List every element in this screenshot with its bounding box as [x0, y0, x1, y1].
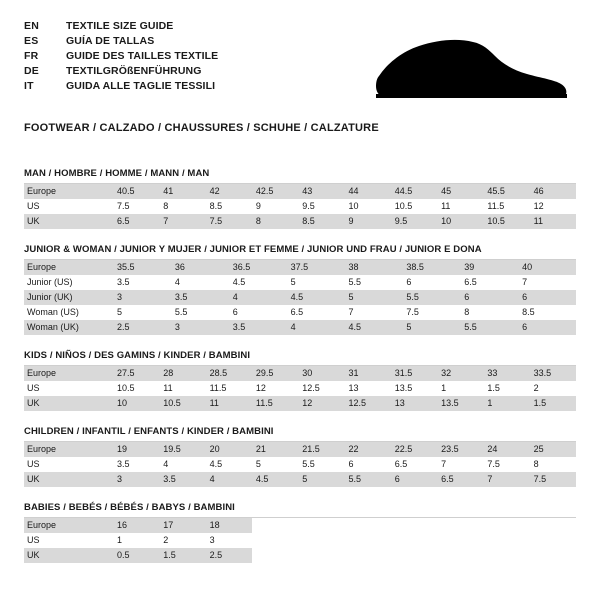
- cell: 42: [206, 184, 252, 199]
- cell: 13.5: [391, 381, 437, 396]
- cell: 19.5: [159, 442, 205, 457]
- cell: 8.5: [206, 199, 252, 214]
- size-table-babies: [24, 518, 576, 563]
- cell: 10.5: [483, 214, 529, 229]
- cell: 11.5: [483, 199, 529, 214]
- section-kids: [24, 350, 576, 411]
- cell: 6: [460, 290, 518, 305]
- row-label: UK: [24, 548, 113, 563]
- table-row: [24, 533, 576, 548]
- table-row: [24, 260, 576, 275]
- cell: 5.5: [171, 305, 229, 320]
- row-label: Woman (US): [24, 305, 113, 320]
- cell: 4.5: [287, 290, 345, 305]
- row-label: US: [24, 199, 113, 214]
- cell: 4: [206, 472, 252, 487]
- table-row: [24, 457, 576, 472]
- cell: 5: [287, 275, 345, 290]
- cell: 44.5: [391, 184, 437, 199]
- language-title: TEXTILGRÖßENFÜHRUNG: [66, 64, 202, 77]
- cell: 10: [437, 214, 483, 229]
- cell: 7: [437, 457, 483, 472]
- table-row: [24, 184, 576, 199]
- cell: 3.5: [171, 290, 229, 305]
- cell: 9.5: [298, 199, 344, 214]
- cell: [298, 548, 344, 563]
- cell: 6.5: [391, 457, 437, 472]
- cell: 25: [530, 442, 576, 457]
- cell: 7.5: [530, 472, 576, 487]
- language-code: FR: [24, 49, 39, 62]
- cell: 24: [483, 442, 529, 457]
- cell: 12.5: [344, 396, 390, 411]
- cell: 40.5: [113, 184, 159, 199]
- cell: 29.5: [252, 366, 298, 381]
- table-row: [24, 518, 576, 533]
- cell: 11: [437, 199, 483, 214]
- cell: 12: [252, 381, 298, 396]
- cell: 42.5: [252, 184, 298, 199]
- cell: 6.5: [287, 305, 345, 320]
- cell: 36: [171, 260, 229, 275]
- cell: 20: [206, 442, 252, 457]
- cell: 11.5: [206, 381, 252, 396]
- language-code: EN: [24, 19, 39, 32]
- cell: [344, 548, 390, 563]
- cell: 10: [344, 199, 390, 214]
- cell: 6: [518, 320, 576, 335]
- language-row: [24, 33, 218, 48]
- cell: [437, 518, 483, 533]
- cell: 5: [252, 457, 298, 472]
- cell: 3.5: [159, 472, 205, 487]
- cell: 4.5: [252, 472, 298, 487]
- cell: 4: [229, 290, 287, 305]
- size-table-man: [24, 184, 576, 229]
- row-label: UK: [24, 214, 113, 229]
- cell: [252, 518, 298, 533]
- language-title: GUIDA ALLE TAGLIE TESSILI: [66, 79, 216, 92]
- cell: 1: [113, 533, 159, 548]
- table-row: [24, 366, 576, 381]
- language-row: [24, 48, 218, 63]
- row-label: Woman (UK): [24, 320, 113, 335]
- size-table-children: [24, 442, 576, 487]
- cell: 5: [298, 472, 344, 487]
- cell: 16: [113, 518, 159, 533]
- table-row: [24, 214, 576, 229]
- cell: 28.5: [206, 366, 252, 381]
- table-row: [24, 396, 576, 411]
- cell: 31.5: [391, 366, 437, 381]
- cell: 18: [206, 518, 252, 533]
- cell: 45.5: [483, 184, 529, 199]
- row-label: Junior (UK): [24, 290, 113, 305]
- cell: 11.5: [252, 396, 298, 411]
- cell: 35.5: [113, 260, 171, 275]
- cell: 38: [345, 260, 403, 275]
- cell: 33: [483, 366, 529, 381]
- cell: 1: [483, 396, 529, 411]
- cell: 6.5: [113, 214, 159, 229]
- cell: [530, 518, 576, 533]
- cell: 8.5: [518, 305, 576, 320]
- section-children: [24, 426, 576, 487]
- cell: 1.5: [483, 381, 529, 396]
- cell: 7.5: [113, 199, 159, 214]
- cell: 8.5: [298, 214, 344, 229]
- cell: 5: [402, 320, 460, 335]
- section-title: BABIES / BEBÉS / BÉBÉS / BABYS / BAMBINI: [24, 502, 576, 518]
- cell: 13: [391, 396, 437, 411]
- cell: 4.5: [206, 457, 252, 472]
- cell: 9: [252, 199, 298, 214]
- cell: 10.5: [159, 396, 205, 411]
- row-label: US: [24, 533, 113, 548]
- cell: 10.5: [391, 199, 437, 214]
- cell: 5: [345, 290, 403, 305]
- cell: [391, 533, 437, 548]
- cell: 3.5: [113, 275, 171, 290]
- row-label: Europe: [24, 260, 113, 275]
- cell: [437, 548, 483, 563]
- cell: 6: [402, 275, 460, 290]
- cell: [252, 533, 298, 548]
- dress-shoe-icon: [365, 28, 570, 108]
- section-title: JUNIOR & WOMAN / JUNIOR Y MUJER / JUNIOR ET FEMME / JUNIOR UND FRAU / JUNIOR E DONA: [24, 244, 576, 260]
- row-label: Europe: [24, 366, 113, 381]
- cell: 5.5: [402, 290, 460, 305]
- section-title: KIDS / NIÑOS / DES GAMINS / KINDER / BAMBINI: [24, 350, 576, 366]
- cell: 5.5: [460, 320, 518, 335]
- header: [24, 18, 576, 108]
- cell: [483, 533, 529, 548]
- cell: 3: [113, 472, 159, 487]
- cell: 13.5: [437, 396, 483, 411]
- cell: 21: [252, 442, 298, 457]
- language-row: [24, 78, 218, 93]
- cell: [530, 533, 576, 548]
- section-title: MAN / HOMBRE / HOMME / MANN / MAN: [24, 168, 576, 184]
- cell: 3.5: [113, 457, 159, 472]
- cell: 12.5: [298, 381, 344, 396]
- cell: 39: [460, 260, 518, 275]
- cell: 30: [298, 366, 344, 381]
- cell: 7.5: [206, 214, 252, 229]
- cell: 10.5: [113, 381, 159, 396]
- cell: 27.5: [113, 366, 159, 381]
- row-label: UK: [24, 472, 113, 487]
- table-row: [24, 199, 576, 214]
- language-code: DE: [24, 64, 39, 77]
- language-title: GUIDE DES TAILLES TEXTILE: [66, 49, 219, 62]
- cell: 6: [518, 290, 576, 305]
- section-man: [24, 168, 576, 229]
- cell: 3: [171, 320, 229, 335]
- cell: 3.5: [229, 320, 287, 335]
- language-row: [24, 63, 218, 78]
- language-row: [24, 18, 218, 33]
- section-babies: [24, 502, 576, 563]
- cell: 7: [518, 275, 576, 290]
- cell: 31: [344, 366, 390, 381]
- cell: [344, 518, 390, 533]
- row-label: UK: [24, 396, 113, 411]
- cell: 2.5: [113, 320, 171, 335]
- cell: 1: [437, 381, 483, 396]
- cell: [530, 548, 576, 563]
- cell: 5: [113, 305, 171, 320]
- cell: 21.5: [298, 442, 344, 457]
- cell: 7: [159, 214, 205, 229]
- cell: 9: [344, 214, 390, 229]
- cell: 33.5: [530, 366, 576, 381]
- cell: 8: [530, 457, 576, 472]
- cell: 11: [206, 396, 252, 411]
- table-row: [24, 305, 576, 320]
- cell: 1.5: [530, 396, 576, 411]
- cell: 10: [113, 396, 159, 411]
- cell: 2: [159, 533, 205, 548]
- row-label: US: [24, 457, 113, 472]
- language-title: TEXTILE SIZE GUIDE: [66, 19, 174, 32]
- row-label: Europe: [24, 442, 113, 457]
- cell: 2: [530, 381, 576, 396]
- cell: 7.5: [483, 457, 529, 472]
- cell: 36.5: [229, 260, 287, 275]
- cell: 4: [287, 320, 345, 335]
- language-code: ES: [24, 34, 39, 47]
- cell: [344, 533, 390, 548]
- cell: 12: [298, 396, 344, 411]
- cell: 22: [344, 442, 390, 457]
- cell: 41: [159, 184, 205, 199]
- cell: 5.5: [345, 275, 403, 290]
- table-row: [24, 275, 576, 290]
- cell: 8: [159, 199, 205, 214]
- cell: [483, 518, 529, 533]
- cell: 32: [437, 366, 483, 381]
- cell: 46: [530, 184, 576, 199]
- cell: 8: [460, 305, 518, 320]
- section-title: CHILDREN / INFANTIL / ENFANTS / KINDER / BAMBINI: [24, 426, 576, 442]
- cell: 11: [159, 381, 205, 396]
- size-table-junior-woman: [24, 260, 576, 335]
- cell: 3: [206, 533, 252, 548]
- table-row: [24, 320, 576, 335]
- row-label: US: [24, 381, 113, 396]
- cell: 0.5: [113, 548, 159, 563]
- cell: 22.5: [391, 442, 437, 457]
- row-label: Europe: [24, 518, 113, 533]
- cell: 6: [344, 457, 390, 472]
- cell: 13: [344, 381, 390, 396]
- cell: 4.5: [229, 275, 287, 290]
- table-row: [24, 548, 576, 563]
- cell: 4: [159, 457, 205, 472]
- cell: 8: [252, 214, 298, 229]
- cell: 44: [344, 184, 390, 199]
- cell: 12: [530, 199, 576, 214]
- row-label: Europe: [24, 184, 113, 199]
- table-row: [24, 290, 576, 305]
- cell: 5.5: [344, 472, 390, 487]
- cell: [298, 518, 344, 533]
- cell: 3: [113, 290, 171, 305]
- language-code: IT: [24, 79, 34, 92]
- cell: 4.5: [345, 320, 403, 335]
- cell: 7.5: [402, 305, 460, 320]
- cell: 6.5: [437, 472, 483, 487]
- section-junior-woman: [24, 244, 576, 335]
- cell: 11: [530, 214, 576, 229]
- cell: 5.5: [298, 457, 344, 472]
- cell: [437, 533, 483, 548]
- cell: [252, 548, 298, 563]
- cell: 28: [159, 366, 205, 381]
- cell: 6.5: [460, 275, 518, 290]
- cell: 43: [298, 184, 344, 199]
- cell: 9.5: [391, 214, 437, 229]
- size-table-kids: [24, 366, 576, 411]
- table-row: [24, 442, 576, 457]
- cell: [483, 548, 529, 563]
- table-row: [24, 472, 576, 487]
- cell: 17: [159, 518, 205, 533]
- cell: 7: [345, 305, 403, 320]
- cell: [391, 548, 437, 563]
- cell: 6: [229, 305, 287, 320]
- cell: 1.5: [159, 548, 205, 563]
- cell: 2.5: [206, 548, 252, 563]
- footwear-heading: FOOTWEAR / CALZADO / CHAUSSURES / SCHUHE / CALZATURE: [24, 122, 379, 134]
- cell: 23.5: [437, 442, 483, 457]
- cell: 40: [518, 260, 576, 275]
- language-list: [24, 18, 218, 93]
- cell: 38.5: [402, 260, 460, 275]
- table-row: [24, 381, 576, 396]
- cell: 7: [483, 472, 529, 487]
- cell: [298, 533, 344, 548]
- cell: 19: [113, 442, 159, 457]
- cell: 4: [171, 275, 229, 290]
- cell: 45: [437, 184, 483, 199]
- cell: 6: [391, 472, 437, 487]
- language-title: GUÍA DE TALLAS: [66, 34, 155, 47]
- cell: 37.5: [287, 260, 345, 275]
- row-label: Junior (US): [24, 275, 113, 290]
- cell: [391, 518, 437, 533]
